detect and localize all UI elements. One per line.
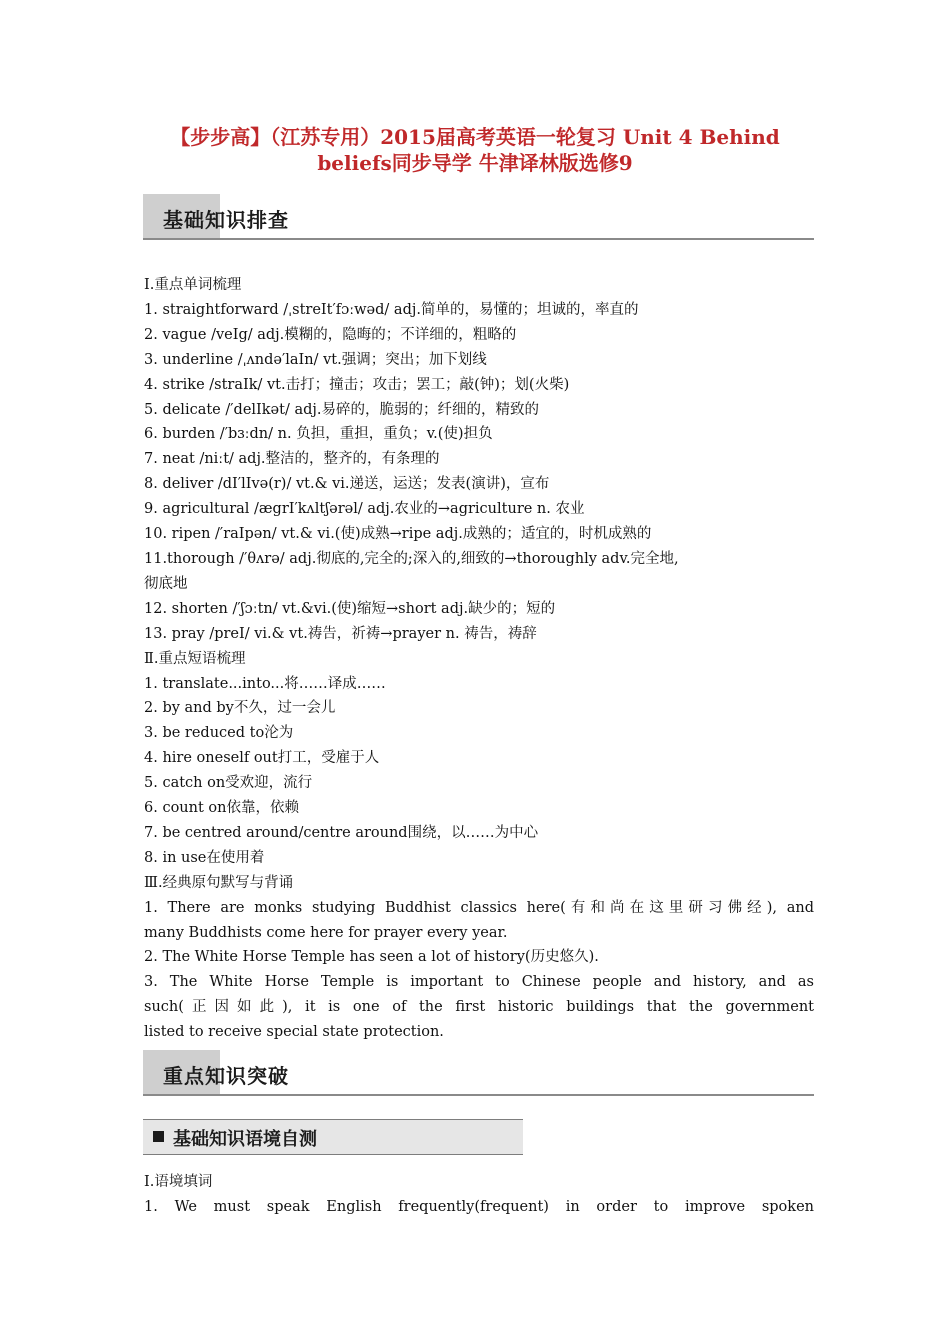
title-line-1: 【步步高】（江苏专用）2015届高考英语一轮复习 Unit 4 Behind	[170, 125, 780, 149]
title-line-2: beliefs同步导学 牛津译林版选修9	[317, 151, 633, 175]
text-line: Ⅰ.语境填词	[144, 1174, 213, 1190]
section-rule	[143, 238, 814, 240]
text-line: 5. delicate /′delIkət/ adj.易碎的，脆弱的；纤细的，精致的	[144, 401, 539, 418]
text-line: 3. be reduced to沦为	[144, 725, 294, 742]
text-line: Ⅲ.经典原句默写与背诵	[144, 874, 294, 891]
text-line: 2. by and by不久，过一会儿	[144, 700, 336, 717]
text-line: 12. shorten /′ʃɔːtn/ vt.&vi.(使)缩短→short adj.缺少的；短的	[144, 600, 556, 617]
subsection-header	[143, 1119, 523, 1155]
text-line: 7. neat /niːt/ adj.整洁的，整齐的，有条理的	[144, 451, 440, 468]
document-title	[120, 124, 830, 176]
text-line: 2. vague /veIg/ adj.模糊的，隐晦的；不详细的，粗略的	[144, 326, 517, 343]
text-line: 6. burden /′bɜːdn/ n. 负担，重担，重负；v.(使)担负	[144, 426, 493, 443]
text-line: 1. We must speak English frequently(frequent) in order to improve spoken	[144, 1198, 814, 1215]
text-line: many Buddhists come here for prayer every year.	[144, 924, 508, 941]
text-line: 8. in use在使用着	[144, 849, 265, 866]
text-line: Ⅱ.重点短语梳理	[144, 650, 246, 667]
section-rule	[143, 1094, 814, 1096]
text-line: 5. catch on受欢迎，流行	[144, 775, 313, 792]
section1-content	[144, 273, 814, 1045]
text-line: 3. The White Horse Temple is important to Chinese people and history, and as	[144, 974, 814, 991]
text-line: 彻底地	[144, 575, 188, 592]
text-line: 1. translate...into...将……译成……	[144, 675, 386, 692]
text-line: 4. strike /straIk/ vt.击打；撞击；攻击；罢工；敲(钟)；划(火柴)	[144, 376, 570, 393]
text-line: 4. hire oneself out打工，受雇于人	[144, 750, 380, 767]
text-line: 13. pray /preI/ vi.& vt.祷告，祈祷→prayer n. 祷告，祷辞	[144, 625, 537, 642]
section-header-basic-knowledge	[143, 194, 814, 240]
text-line: Ⅰ.重点单词梳理	[144, 277, 242, 293]
section-header-key-knowledge	[143, 1050, 814, 1096]
text-line: 1. There are monks studying Buddhist classics here(有和尚在这里研习佛经), and	[144, 899, 814, 916]
subsection-heading: 基础知识语境自测	[173, 1129, 317, 1150]
text-line: 7. be centred around/centre around围绕，以……为中心	[144, 824, 539, 841]
text-line: 8. deliver /dI′lIvə(r)/ vt.& vi.递送，运送；发表(演讲)，宣布	[144, 476, 550, 493]
text-line: 6. count on依靠，依赖	[144, 800, 299, 817]
text-line: 10. ripen /′raIpən/ vt.& vi.(使)成熟→ripe adj.成熟的；适宜的，时机成熟的	[144, 526, 652, 543]
square-bullet-icon	[153, 1131, 164, 1142]
text-line: 9. agricultural /ægrI′kʌltʃərəl/ adj.农业的→agriculture n. 农业	[144, 501, 585, 518]
text-line: 11.thorough /′θʌrə/ adj.彻底的,完全的;深入的,细致的→thoroughly adv.完全地,	[144, 550, 679, 567]
text-line: such(正因如此), it is one of the first historic buildings that the government	[144, 999, 814, 1016]
text-line: listed to receive special state protection.	[144, 1024, 444, 1041]
section2-content	[144, 1170, 814, 1220]
text-line: 1. straightforward /ˌstreIt′fɔːwəd/ adj.简单的，易懂的；坦诚的，率直的	[144, 301, 639, 318]
text-line: 3. underline /ˌʌndə′laIn/ vt.强调；突出；加下划线	[144, 351, 487, 368]
text-line: 2. The White Horse Temple has seen a lot of history(历史悠久).	[144, 949, 599, 966]
section-heading: 重点知识突破	[163, 1064, 289, 1088]
section-heading: 基础知识排查	[163, 208, 289, 232]
